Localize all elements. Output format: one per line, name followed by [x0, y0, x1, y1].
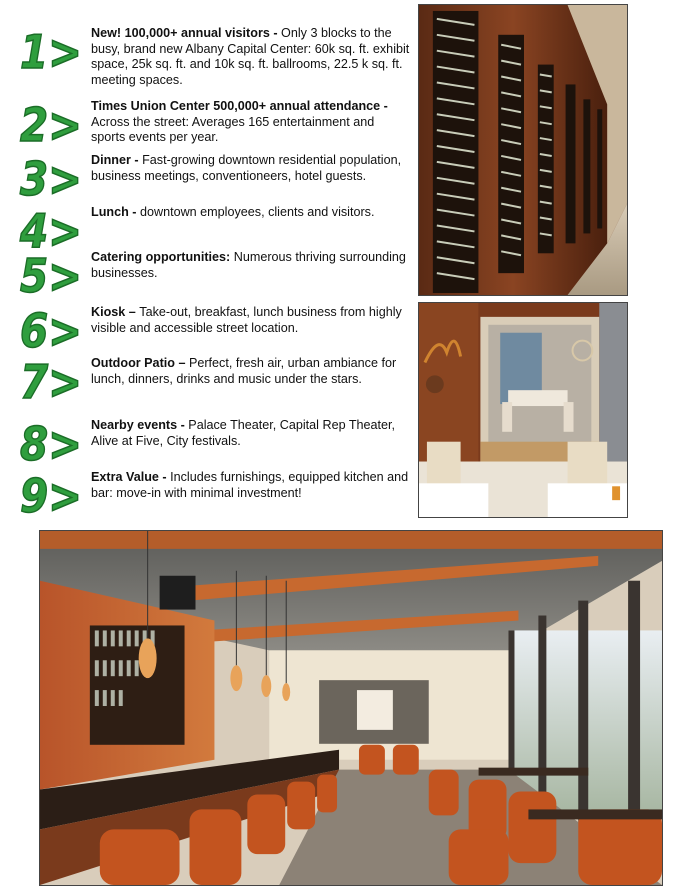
- feature-item: [18, 418, 408, 470]
- feature-description: Only 3 blocks to the busy, brand new Albany Capital Center: 60k sq. ft. exhibit space, 25k sq. ft. and 10k sq. ft. ballrooms, 22.5 k sq. ft. meeting spaces.: [91, 26, 410, 87]
- wine-wall-photo: [418, 4, 628, 296]
- feature-text: [91, 99, 411, 146]
- feature-item: [18, 99, 408, 151]
- number-label: 9>: [20, 470, 82, 518]
- number-label: 5>: [20, 250, 82, 298]
- private-dining-photo: [418, 302, 628, 518]
- feature-description: Take-out, breakfast, lunch business from highly visible and accessible street location.: [91, 305, 402, 335]
- number-badge: [18, 418, 84, 466]
- feature-text: [91, 418, 411, 449]
- feature-title: New! 100,000+ annual visitors -: [91, 26, 282, 40]
- feature-title: Times Union Center 500,000+ annual attendance -: [91, 99, 388, 113]
- feature-description: Numerous thriving surrounding businesses.: [91, 250, 406, 280]
- feature-description: downtown employees, clients and visitors.: [139, 205, 375, 219]
- number-badge: [18, 99, 84, 147]
- number-badge: [18, 205, 84, 253]
- number-label: 8>: [20, 418, 82, 466]
- feature-item: [18, 470, 408, 522]
- feature-title: Nearby events -: [91, 418, 189, 432]
- feature-text: [91, 26, 411, 88]
- feature-item: [18, 305, 408, 357]
- number-badge: [18, 470, 84, 518]
- restaurant-interior-photo: [39, 530, 663, 886]
- feature-item: [18, 26, 410, 87]
- number-label: 2>: [20, 99, 82, 147]
- feature-title: Extra Value -: [91, 470, 171, 484]
- number-badge: [18, 305, 84, 353]
- feature-text: [91, 250, 411, 281]
- number-badge: [18, 153, 84, 201]
- feature-title: Lunch -: [91, 205, 140, 219]
- feature-text: [91, 305, 411, 336]
- feature-description: Palace Theater, Capital Rep Theater, Alive at Five, City festivals.: [91, 418, 396, 448]
- feature-text: [91, 205, 411, 221]
- feature-title: Dinner -: [91, 153, 143, 167]
- feature-item: [18, 356, 408, 408]
- feature-title: Kiosk –: [91, 305, 140, 319]
- number-badge: [18, 356, 84, 404]
- feature-description: Fast-growing downtown residential population, business meetings, conventioneers, hotel guests.: [91, 153, 402, 183]
- number-badge: [18, 250, 84, 298]
- number-label: 7>: [20, 356, 82, 404]
- number-label: 6>: [20, 305, 82, 353]
- feature-description: Perfect, fresh air, urban ambiance for lunch, dinners, drinks and music under the stars.: [91, 356, 397, 386]
- feature-text: [91, 356, 411, 387]
- feature-text: [91, 470, 411, 501]
- feature-description: Across the street: Averages 165 entertainment and sports events per year.: [91, 114, 375, 145]
- number-label: 4>: [19, 205, 82, 253]
- feature-text: [91, 153, 411, 184]
- feature-title: Outdoor Patio –: [91, 356, 189, 370]
- feature-item: [18, 153, 408, 205]
- number-badge: [18, 26, 84, 74]
- feature-item: [18, 250, 408, 302]
- number-label: 3>: [20, 153, 82, 201]
- feature-title: Catering opportunities:: [91, 250, 234, 264]
- feature-description: Includes furnishings, equipped kitchen and bar: move-in with minimal investment!: [91, 470, 409, 500]
- number-label: 1>: [20, 26, 82, 74]
